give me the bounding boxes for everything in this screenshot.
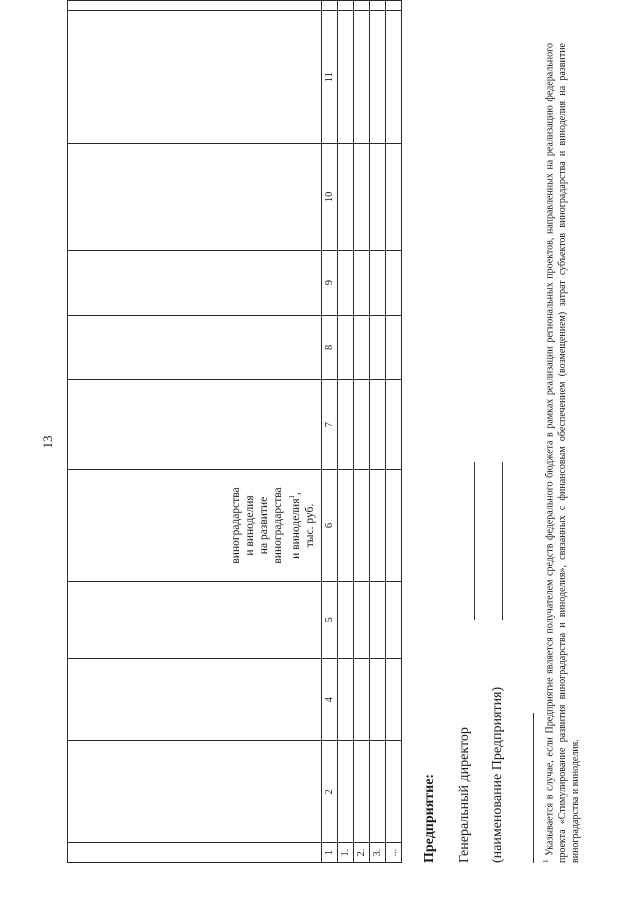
table-cell xyxy=(338,315,354,380)
data-table xyxy=(67,0,402,863)
signature-title: Предприятие: xyxy=(422,773,437,863)
table-cell xyxy=(354,11,370,144)
footnote-marker: 1 xyxy=(542,859,550,863)
footnote-ref: 1 xyxy=(288,495,297,499)
table-cell xyxy=(354,1,370,11)
header-line: виноградарства xyxy=(230,487,243,564)
director-label: Генеральный директор xyxy=(457,727,472,863)
column-number-row xyxy=(322,1,338,863)
table-cell xyxy=(370,659,386,741)
table-cell xyxy=(354,250,370,315)
header-cell-extra xyxy=(68,1,322,11)
row-label: 3. xyxy=(370,843,386,863)
table-cell xyxy=(338,470,354,581)
header-cell-5 xyxy=(68,581,322,658)
table-cell xyxy=(370,581,386,658)
header-cell-8 xyxy=(68,315,322,380)
header-cell-4 xyxy=(68,659,322,741)
table-cell xyxy=(386,315,402,380)
table-cell xyxy=(354,581,370,658)
table-cell xyxy=(338,380,354,470)
table-cell xyxy=(370,315,386,380)
column-number: 8 xyxy=(322,315,338,380)
header-cell-9 xyxy=(68,250,322,315)
table-cell xyxy=(386,380,402,470)
table-row xyxy=(338,1,354,863)
table-cell xyxy=(370,1,386,11)
header-line: на развитие xyxy=(258,496,271,555)
header-cell-6: виноградарства и виноделия на развитие виноградарства и виноделия$^1$, тыс. руб. xyxy=(68,470,322,581)
table-row xyxy=(354,1,370,863)
column-number: 5 xyxy=(322,581,338,658)
row-label: 2. xyxy=(354,843,370,863)
table-cell xyxy=(338,1,354,11)
footnote-text: Указывается в случае, если Предприятие является получателем средств федерального бюджета в рамках реализации региональных проектов, направленных на реализацию федерального проекта «Стимулирование развития виноградарства и виноделия», связанных с финансовым обеспечением (возмещением) затрат субъектов виноградарства и виноделия на развитие виноградарства и виноделия. xyxy=(544,43,582,863)
table-cell xyxy=(354,659,370,741)
column-number: 2 xyxy=(322,741,338,843)
table-cell xyxy=(370,470,386,581)
header-line: виноградарства xyxy=(272,487,285,564)
footnote xyxy=(540,43,582,863)
table-cell xyxy=(386,581,402,658)
table-cell xyxy=(354,741,370,843)
table-cell xyxy=(386,143,402,250)
column-number: 7 xyxy=(322,380,338,470)
column-number: 9 xyxy=(322,250,338,315)
table-cell xyxy=(338,250,354,315)
table-cell xyxy=(386,1,402,11)
table-cell xyxy=(338,143,354,250)
column-number: 1 xyxy=(322,843,338,863)
table-cell xyxy=(370,11,386,144)
header-cell-1 xyxy=(68,843,322,863)
director-signature-line xyxy=(474,462,475,620)
column-number: 11 xyxy=(322,11,338,144)
table-cell xyxy=(338,11,354,144)
header-cell-7 xyxy=(68,380,322,470)
table-cell xyxy=(386,470,402,581)
column-number: 10 xyxy=(322,143,338,250)
table-cell xyxy=(338,659,354,741)
footnote-separator xyxy=(533,713,534,863)
page-number: 13 xyxy=(40,435,55,449)
table-cell xyxy=(386,11,402,144)
header-cell-11 xyxy=(68,11,322,144)
header-line: и виноделия xyxy=(244,495,257,556)
header-line: и виноделия xyxy=(290,498,302,559)
table-row xyxy=(386,1,402,863)
table-cell xyxy=(354,315,370,380)
column-number: 6 xyxy=(322,470,338,581)
header-cell-10 xyxy=(68,143,322,250)
table-cell xyxy=(370,741,386,843)
table-cell xyxy=(386,659,402,741)
table-cell xyxy=(354,380,370,470)
header-cell-2 xyxy=(68,741,322,843)
table-cell xyxy=(386,250,402,315)
company-name-label: (наименование Предприятия) xyxy=(490,686,505,863)
table-cell xyxy=(386,741,402,843)
row-label: ... xyxy=(386,843,402,863)
table-row xyxy=(370,1,386,863)
table-cell xyxy=(354,470,370,581)
row-label: 1. xyxy=(338,843,354,863)
table-header-row xyxy=(68,1,322,863)
table-cell xyxy=(370,380,386,470)
empty-cell xyxy=(322,1,338,11)
table-cell xyxy=(338,741,354,843)
header-line: тыс. руб. xyxy=(304,503,316,548)
table-cell xyxy=(354,143,370,250)
table-cell xyxy=(370,143,386,250)
table-cell xyxy=(338,581,354,658)
company-signature-line xyxy=(502,462,503,620)
column-number: 4 xyxy=(322,659,338,741)
table-cell xyxy=(370,250,386,315)
